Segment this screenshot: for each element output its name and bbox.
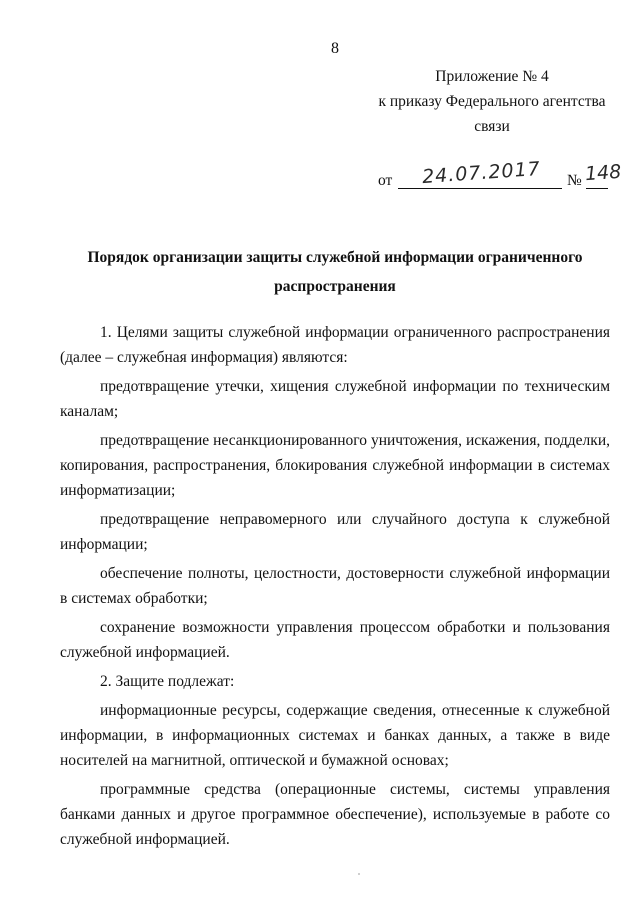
paragraph: обеспечение полноты, целостности, достоверности служебной информации в системах обработки; xyxy=(60,565,610,607)
title-line-1: Порядок организации защиты служебной информации ограниченного xyxy=(87,249,583,266)
appendix-header xyxy=(378,64,606,139)
paragraph: информационные ресурсы, содержащие сведения, отнесенные к служебной информации, в информационных системах и банках данных, а также в виде носителей на магнитной, оптической и бумажной основах; xyxy=(60,702,610,769)
handwritten-date: 24.07.2017 xyxy=(421,157,542,189)
appendix-line-1: Приложение № 4 xyxy=(435,68,549,85)
paragraph: сохранение возможности управления процессом обработки и пользования служебной информацией. xyxy=(60,619,610,661)
appendix-line-3: связи xyxy=(474,118,510,135)
paragraph: программные средства (операционные системы, системы управления банками данных и другое программное обеспечение), используемые в работе со служебной информацией. xyxy=(60,781,610,848)
paragraph: предотвращение несанкционированного уничтожения, искажения, подделки, копирования, распространения, блокирования служебной информации в системах информатизации; xyxy=(60,432,610,499)
number-label: № xyxy=(567,172,582,189)
paragraph: предотвращение утечки, хищения служебной информации по техническим каналам; xyxy=(60,378,610,420)
document-title xyxy=(60,243,610,301)
paragraph: предотвращение неправомерного или случайного доступа к служебной информации; xyxy=(60,511,610,553)
date-underline xyxy=(398,188,562,189)
number-underline xyxy=(586,188,608,189)
paragraph: 1. Целями защиты служебной информации ограниченного распространения (далее – служебная информация) являются: xyxy=(60,324,610,366)
from-label: от xyxy=(378,172,393,189)
title-line-2: распространения xyxy=(274,278,396,295)
paragraph: 2. Защите подлежат: xyxy=(100,673,235,690)
handwritten-number: 148 xyxy=(584,160,622,186)
scan-artifact xyxy=(358,873,360,875)
page-number: 8 xyxy=(331,40,339,57)
order-reference xyxy=(378,157,622,192)
document-body xyxy=(60,320,610,856)
appendix-line-2: к приказу Федерального агентства xyxy=(378,93,606,110)
